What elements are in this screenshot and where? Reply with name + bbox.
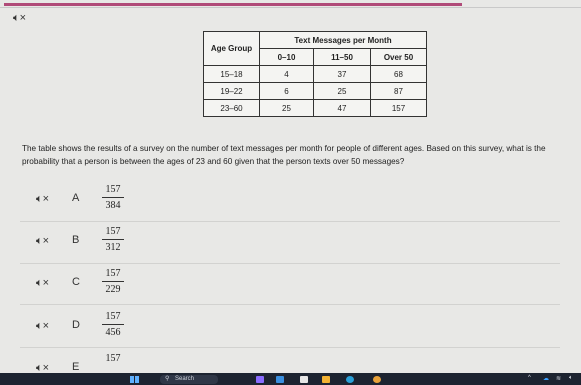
table-cell: 157 — [371, 100, 427, 117]
answer-option-e[interactable] — [20, 349, 560, 373]
option-letter: B — [72, 234, 80, 246]
chevron-up-icon[interactable]: ^ — [528, 375, 531, 381]
table-cell: 68 — [371, 66, 427, 83]
age-group-header: Age Group — [204, 32, 260, 66]
folder-icon[interactable] — [322, 376, 330, 383]
app-icon[interactable] — [256, 376, 264, 383]
wifi-icon[interactable]: ≋ — [556, 376, 562, 382]
table-row — [204, 100, 427, 117]
option-letter: A — [72, 192, 80, 204]
fraction-denominator: 312 — [105, 242, 121, 253]
fraction-numerator: 157 — [105, 353, 121, 364]
taskbar — [0, 373, 581, 385]
fraction-denominator: 384 — [105, 200, 121, 211]
option-letter: C — [72, 276, 80, 288]
age-cell: 19–22 — [204, 83, 260, 100]
speaker-icon[interactable]: 🔈︎× — [36, 362, 50, 373]
question-text: The table shows the results of a survey on the number of text messages per month for people of different ages. Based on this survey, what is the probability that a person is between the ages of 23 and 60 given that the person texts over 50 messages? — [22, 144, 546, 166]
table-cell: 25 — [314, 83, 371, 100]
table-cell: 87 — [371, 83, 427, 100]
table-row — [204, 66, 427, 83]
table-row — [204, 83, 427, 100]
chrome-browser-icon[interactable] — [373, 376, 381, 383]
table-cell: 47 — [314, 100, 371, 117]
cloud-icon[interactable]: ☁ — [543, 376, 549, 382]
text-messages-header: Text Messages per Month — [260, 32, 427, 49]
answer-option-d[interactable] — [20, 307, 560, 347]
windows-start-icon[interactable] — [130, 376, 139, 383]
fraction-denominator: 456 — [105, 327, 121, 338]
fraction-numerator: 157 — [105, 184, 121, 195]
answer-option-b[interactable] — [20, 222, 560, 262]
fraction-numerator: 157 — [105, 226, 121, 237]
option-letter: D — [72, 319, 80, 331]
speaker-icon[interactable]: 🔈︎× — [13, 12, 27, 24]
column-header: 0–10 — [260, 49, 314, 66]
app-icon[interactable] — [276, 376, 284, 383]
header-divider — [0, 7, 581, 8]
option-fraction — [102, 183, 124, 212]
option-divider — [20, 347, 560, 348]
fraction-bar — [102, 197, 124, 198]
fraction-bar — [102, 324, 124, 325]
answer-option-c[interactable] — [20, 264, 560, 304]
speaker-icon[interactable]: 🔈︎× — [36, 277, 50, 289]
search-label: Search — [175, 376, 195, 382]
age-cell: 15–18 — [204, 66, 260, 83]
age-cell: 23–60 — [204, 100, 260, 117]
table-cell: 25 — [260, 100, 314, 117]
answer-option-a[interactable] — [20, 180, 560, 220]
option-fraction — [102, 352, 124, 365]
option-fraction — [102, 310, 124, 339]
fraction-numerator: 157 — [105, 311, 121, 322]
search-icon: ⚲ — [165, 376, 170, 382]
speaker-icon[interactable]: 🔈︎× — [36, 235, 50, 247]
survey-table — [203, 31, 427, 117]
progress-accent-line — [4, 3, 462, 6]
speaker-icon[interactable]: 🔈︎× — [36, 193, 50, 205]
option-divider — [20, 304, 560, 305]
edge-browser-icon[interactable] — [346, 376, 354, 383]
column-header: 11–50 — [314, 49, 371, 66]
fraction-denominator: 229 — [105, 284, 121, 295]
option-fraction — [102, 267, 124, 296]
volume-icon[interactable]: 🔈︎ — [569, 375, 573, 381]
speaker-icon[interactable]: 🔈︎× — [36, 320, 50, 332]
table-cell: 37 — [314, 66, 371, 83]
option-letter: E — [72, 361, 80, 373]
fraction-numerator: 157 — [105, 268, 121, 279]
app-icon[interactable] — [300, 376, 308, 383]
fraction-bar — [102, 239, 124, 240]
option-fraction — [102, 225, 124, 254]
taskbar-search[interactable] — [160, 375, 218, 384]
column-header: Over 50 — [371, 49, 427, 66]
table-cell: 4 — [260, 66, 314, 83]
fraction-bar — [102, 281, 124, 282]
table-cell: 6 — [260, 83, 314, 100]
